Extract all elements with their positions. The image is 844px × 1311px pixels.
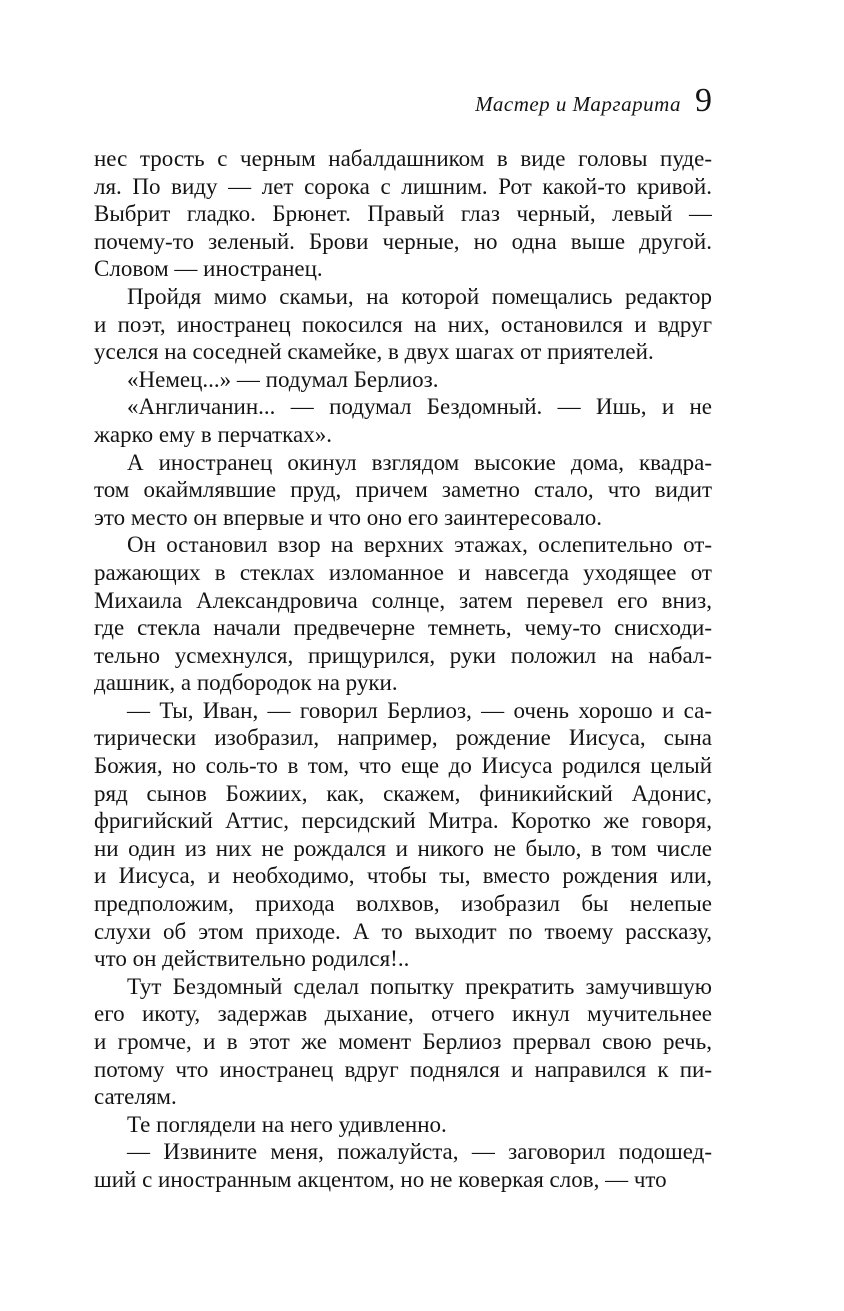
text-line: жарко ему в перчатках». (94, 421, 332, 447)
text-line: его икоту, задержав дыхание, отчего икнул мучительнее (94, 1001, 712, 1027)
text-line: что он действительно родился!.. (94, 946, 410, 972)
text-line: тельно усмехнулся, прищурился, руки положил на набал- (94, 642, 712, 668)
text-line: А иностранец окинул взглядом высокие дома, квадра- (127, 449, 712, 475)
text-line: ля. По виду — лет сорока с лишним. Рот какой-то кривой. (94, 173, 712, 199)
text-line: сателям. (94, 1084, 177, 1110)
paragraph (94, 283, 712, 366)
page-body (94, 145, 712, 1194)
text-line: — Ты, Иван, — говорил Берлиоз, — очень хорошо и са- (127, 697, 712, 723)
text-line: Михаила Александровича солнце, затем перевел его вниз, (94, 587, 712, 613)
text-line: и громче, и в этот же момент Берлиоз прервал свою речь, (94, 1029, 712, 1054)
text-line: почему-то зеленый. Брови черные, но одна выше другой. (94, 228, 712, 254)
paragraph (94, 449, 712, 532)
paragraph (94, 1138, 712, 1193)
text-line: потому что иностранец вдруг поднялся и направился к пи- (94, 1056, 712, 1082)
paragraph (94, 145, 712, 283)
text-line: «Немец...» — подумал Берлиоз. (127, 366, 439, 392)
text-line: Он остановил взор на верхних этажах, ослепительно от- (127, 532, 712, 558)
text-line: где стекла начали предвечерне темнеть, чему-то снисходи- (94, 615, 712, 641)
paragraph (94, 697, 712, 973)
text-line: Выбрит гладко. Брюнет. Правый глаз черный, левый — (94, 201, 712, 227)
text-line: это место он впервые и что оно его заинтересовало. (94, 504, 602, 530)
text-line: ший с иностранным акцентом, но не коверкая слов, — что (94, 1166, 667, 1192)
text-line: ражающих в стеклах изломанное и навсегда уходящее от (94, 559, 712, 585)
text-line: нес трость с черным набалдашником в виде головы пуде- (94, 146, 712, 171)
running-header (94, 82, 712, 120)
text-line: Божия, но соль-то в том, что еще до Иисуса родился целый (94, 753, 712, 779)
text-line: и Иисуса, и необходимо, чтобы ты, вместо рождения или, (94, 863, 712, 889)
text-line: ни один из них не рождался и никого не было, в том числе (94, 835, 712, 861)
text-line: и поэт, иностранец покосился на них, остановился и вдруг (94, 311, 712, 337)
text-line: предположим, прихода волхвов, изобразил бы нелепые (94, 891, 712, 917)
page-number: 9 (695, 82, 712, 119)
paragraph (94, 531, 712, 697)
text-line: том окаймлявшие пруд, причем заметно стало, что видит (94, 477, 712, 503)
text-line: тирически изобразил, например, рождение Иисуса, сына (94, 725, 712, 751)
paragraph (94, 973, 712, 1111)
paragraph (94, 1111, 712, 1139)
text-line: фригийский Аттис, персидский Митра. Коротко же говоря, (94, 808, 712, 834)
text-line: — Извините меня, пожалуйста, — заговорил подошед- (127, 1139, 712, 1165)
text-line: Те поглядели на него удивленно. (127, 1111, 447, 1137)
text-line: «Англичанин... — подумал Бездомный. — Ишь, и не (127, 394, 712, 420)
text-line: Тут Бездомный сделал попытку прекратить замучившую (127, 973, 712, 999)
text-line: ряд сынов Божиих, как, скажем, финикийский Адонис, (94, 780, 712, 806)
running-title: Мастер и Маргарита (475, 92, 681, 116)
paragraph (94, 366, 712, 394)
text-line: Пройдя мимо скамьи, на которой помещались редактор (127, 283, 712, 309)
paragraph (94, 393, 712, 448)
text-line: уселся на соседней скамейке, в двух шагах от приятелей. (94, 339, 654, 365)
text-line: дашник, а подбородок на руки. (94, 670, 398, 696)
text-line: Словом — иностранец. (94, 256, 323, 282)
text-line: слухи об этом приходе. А то выходит по твоему рассказу, (94, 918, 712, 944)
